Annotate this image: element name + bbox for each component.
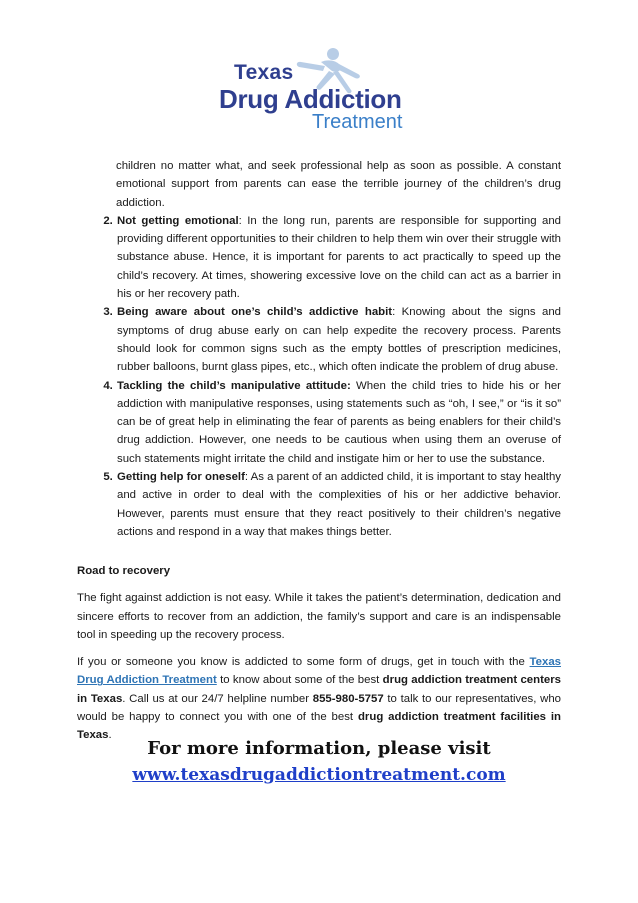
paragraph-2 — [77, 653, 561, 744]
paragraph-2-text: If you or someone you know is addicted to some form of drugs, get in touch with the — [77, 656, 530, 669]
list-item-sep: : — [238, 214, 242, 227]
list-item-title: Not getting emotional — [117, 214, 239, 227]
logo-line-3: Treatment — [312, 111, 403, 133]
website-link[interactable]: www.texasdrugaddictiontreatment.com — [132, 765, 506, 785]
paragraph-2-text: . — [108, 729, 112, 742]
paragraph-2-text: to talk to our representatives, who would be happy to connect you with one of the best — [77, 692, 561, 724]
list-item-text: In the long run, parents are responsible for supporting and providing different opportunities to their children to help them win over their struggle with substance abuse. Hence, it is important for parents to act practically to speed up the child’s recovery. At times, showering excessive love on the child can act as a barrier in his or her recovery path. — [117, 214, 561, 301]
section-heading: Road to recovery — [77, 565, 171, 577]
recovery-section — [77, 558, 561, 745]
list-item — [116, 468, 561, 541]
cta-heading: For more information, please visit — [147, 738, 491, 759]
paragraph-2-bold: drug addiction treatment facilities in Texas — [77, 711, 562, 742]
list-item-sep: : — [244, 471, 249, 484]
paragraph-2-text: . Call us at our 24/7 helpline number — [122, 692, 313, 705]
list-item — [116, 212, 561, 303]
list-item — [116, 303, 561, 376]
logo — [215, 40, 425, 135]
list-continuation: children no matter what, and seek professional help as soon as possible. A constant emotional support from parents can ease the terrible journey of the children’s drug addiction. — [116, 160, 561, 209]
list-item — [116, 377, 561, 468]
list-item-title: Getting help for oneself — [117, 471, 245, 484]
list-item-sep: : — [392, 306, 396, 319]
tips-list — [77, 212, 561, 541]
paragraph-2-bold: drug addiction treatment centers in Texas — [77, 674, 561, 705]
helpline-number: 855-980-5757 — [312, 692, 384, 705]
texas-drug-addiction-link[interactable]: Texas Drug Addiction Treatment — [77, 656, 561, 687]
list-item-title: Being aware about one’s child’s addictive habit — [117, 306, 393, 319]
paragraph-1: The fight against addiction is not easy. While it takes the patient’s determination, dedication and sincere efforts to recover from an addiction, the family’s support and care is an indispensable tool in speeding up the recovery process. — [77, 592, 561, 641]
list-item-text: As a parent of an addicted child, it is important to stay healthy and active in order to deal with the complexities of his or her addictive behavior. However, parents must ensure that they react positively to their children’s negative actions and respond in a way that makes things better. — [117, 471, 561, 538]
document-body — [77, 157, 561, 541]
logo-line-1: Texas — [234, 61, 294, 84]
list-item-title: Tackling the child’s manipulative attitude: — [117, 379, 351, 392]
list-item-text: When the child tries to hide his or her addiction with manipulative responses, using statements such as “oh, I see,” or “is it so” can be of great help in eliminating the fear of parents as being enablers for their child’s drug addiction. However, one needs to be cautious when using them an overuse of such statements might irritate the child and instigate him or her to use the substance. — [117, 379, 561, 465]
logo-line-2: Drug Addiction — [219, 84, 402, 114]
list-item-text: Knowing about the signs and symptoms of drug abuse early on can help expedite the recovery process. Parents should look for common signs such as the empty bottles of prescription medicines, rubber balloons, burnt glass pipes, etc., which often indicate the problem of drug abuse. — [117, 306, 562, 374]
paragraph-2-text: to know about some of the best — [216, 674, 383, 687]
